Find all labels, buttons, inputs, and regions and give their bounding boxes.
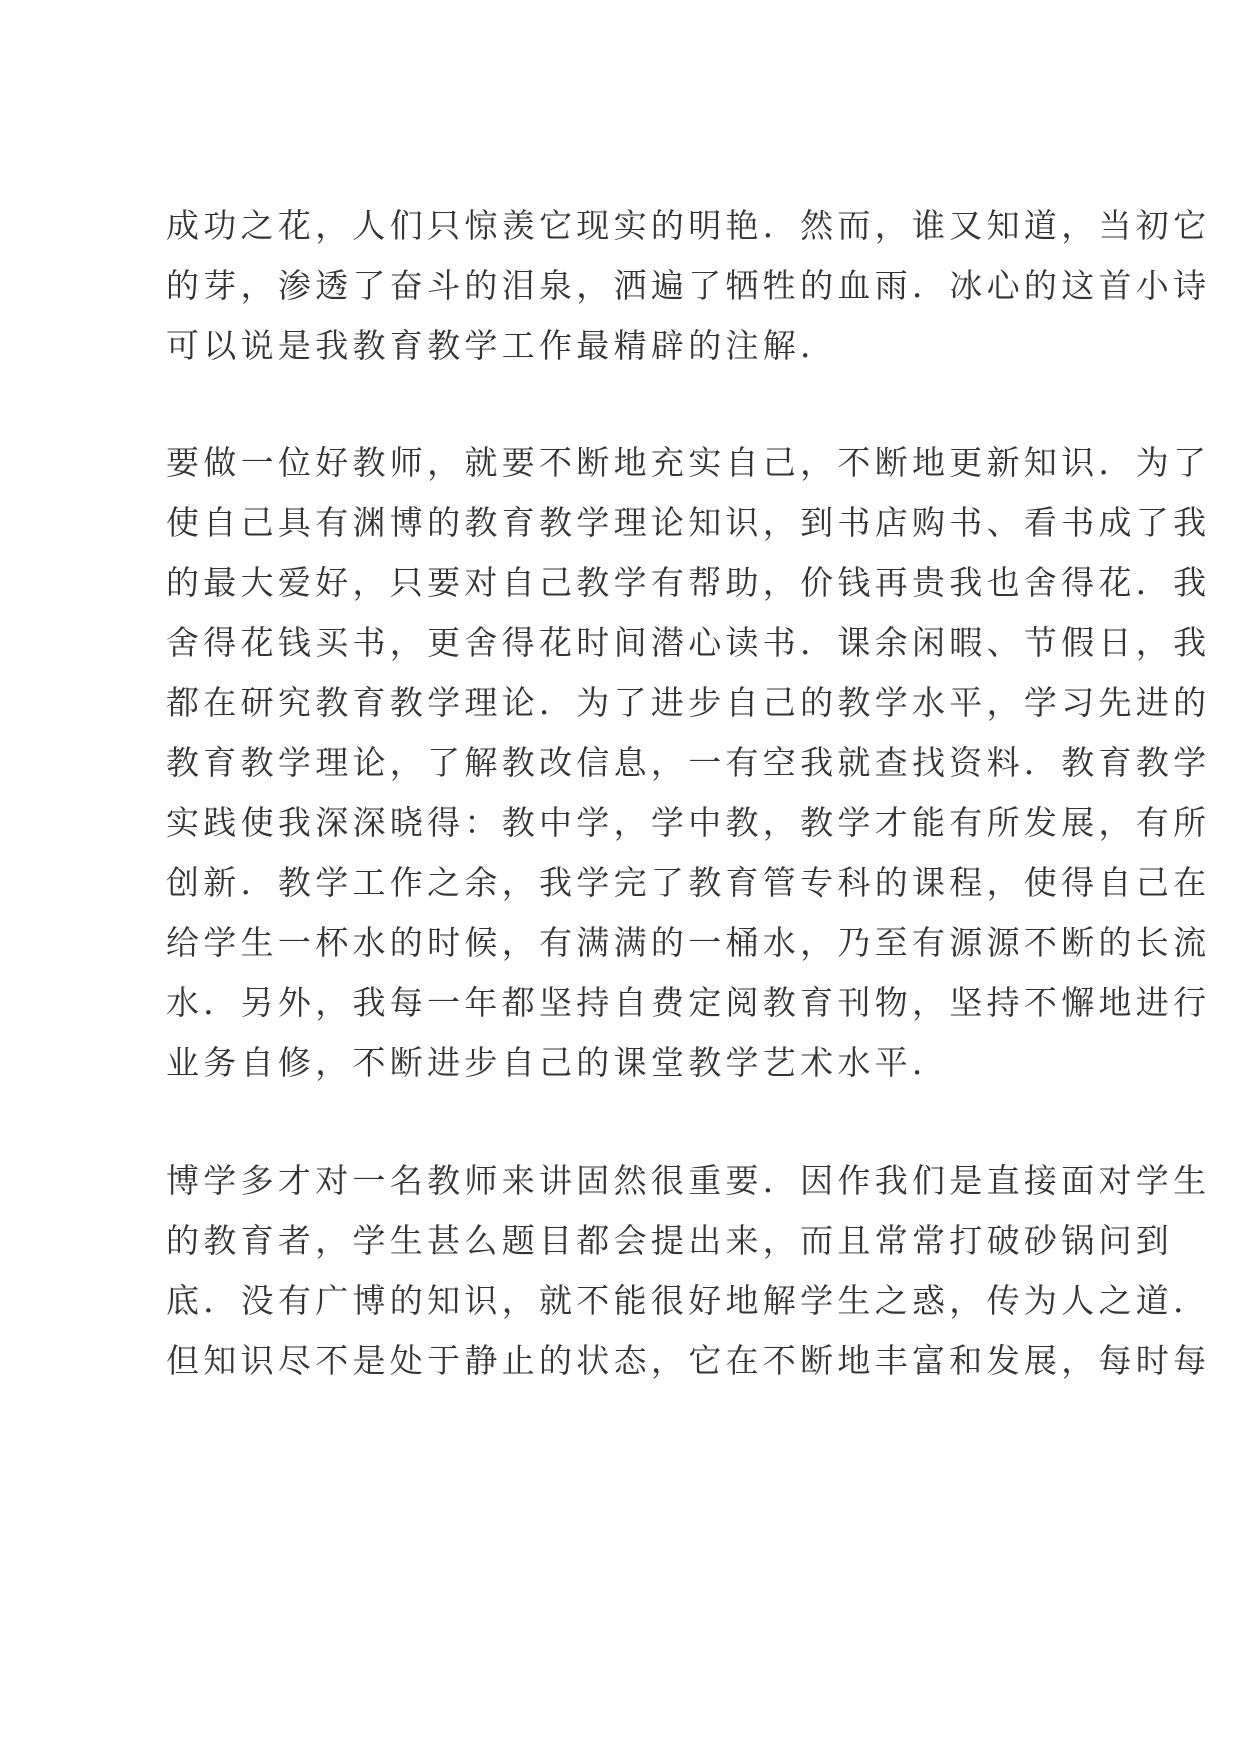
paragraph-2-line-6: 教育教学理论，了解教改信息，一有空我就查找资料．教育教学: [166, 743, 1211, 782]
paragraph-2-line-3: 的最大爱好，只要对自己教学有帮助，价钱再贵我也舍得花．我: [166, 563, 1211, 602]
paragraph-3-line-4: 但知识尽不是处于静止的状态，它在不断地丰富和发展，每时每: [166, 1341, 1211, 1380]
paragraph-3-line-1: 博学多才对一名教师来讲固然很重要．因作我们是直接面对学生: [166, 1161, 1211, 1200]
paragraph-3-line-2: 的教育者，学生甚么题目都会提出来，而且常常打破砂锅问到: [166, 1221, 1174, 1260]
paragraph-1-line-3: 可以说是我教育教学工作最精辟的注解．: [166, 326, 838, 365]
paragraph-2-line-1: 要做一位好教师，就要不断地充实自己，不断地更新知识．为了: [166, 443, 1211, 482]
paragraph-2-line-4: 舍得花钱买书，更舍得花时间潜心读书．课余闲暇、节假日，我: [166, 623, 1211, 662]
paragraph-2-line-2: 使自己具有渊博的教育教学理论知识，到书店购书、看书成了我: [166, 503, 1211, 542]
paragraph-2-line-9: 给学生一杯水的时候，有满满的一桶水，乃至有源源不断的长流: [166, 923, 1211, 962]
paragraph-1-line-2: 的芽，渗透了奋斗的泪泉，洒遍了牺牲的血雨．冰心的这首小诗: [166, 266, 1211, 305]
paragraph-1-line-1: 成功之花，人们只惊羡它现实的明艳．然而，谁又知道，当初它: [166, 206, 1211, 245]
paragraph-2-line-10: 水．另外，我每一年都坚持自费定阅教育刊物，坚持不懈地进行: [166, 983, 1211, 1022]
paragraph-2-line-8: 创新．教学工作之余，我学完了教育管专科的课程，使得自己在: [166, 863, 1211, 902]
paragraph-2-line-11: 业务自修，不断进步自己的课堂教学艺术水平．: [166, 1043, 950, 1082]
paragraph-2-line-7: 实践使我深深晓得：教中学，学中教，教学才能有所发展，有所: [166, 803, 1211, 842]
paragraph-3-line-3: 底．没有广博的知识，就不能很好地解学生之惑，传为人之道．: [166, 1281, 1211, 1320]
paragraph-2-line-5: 都在研究教育教学理论．为了进步自己的教学水平，学习先进的: [166, 683, 1211, 722]
